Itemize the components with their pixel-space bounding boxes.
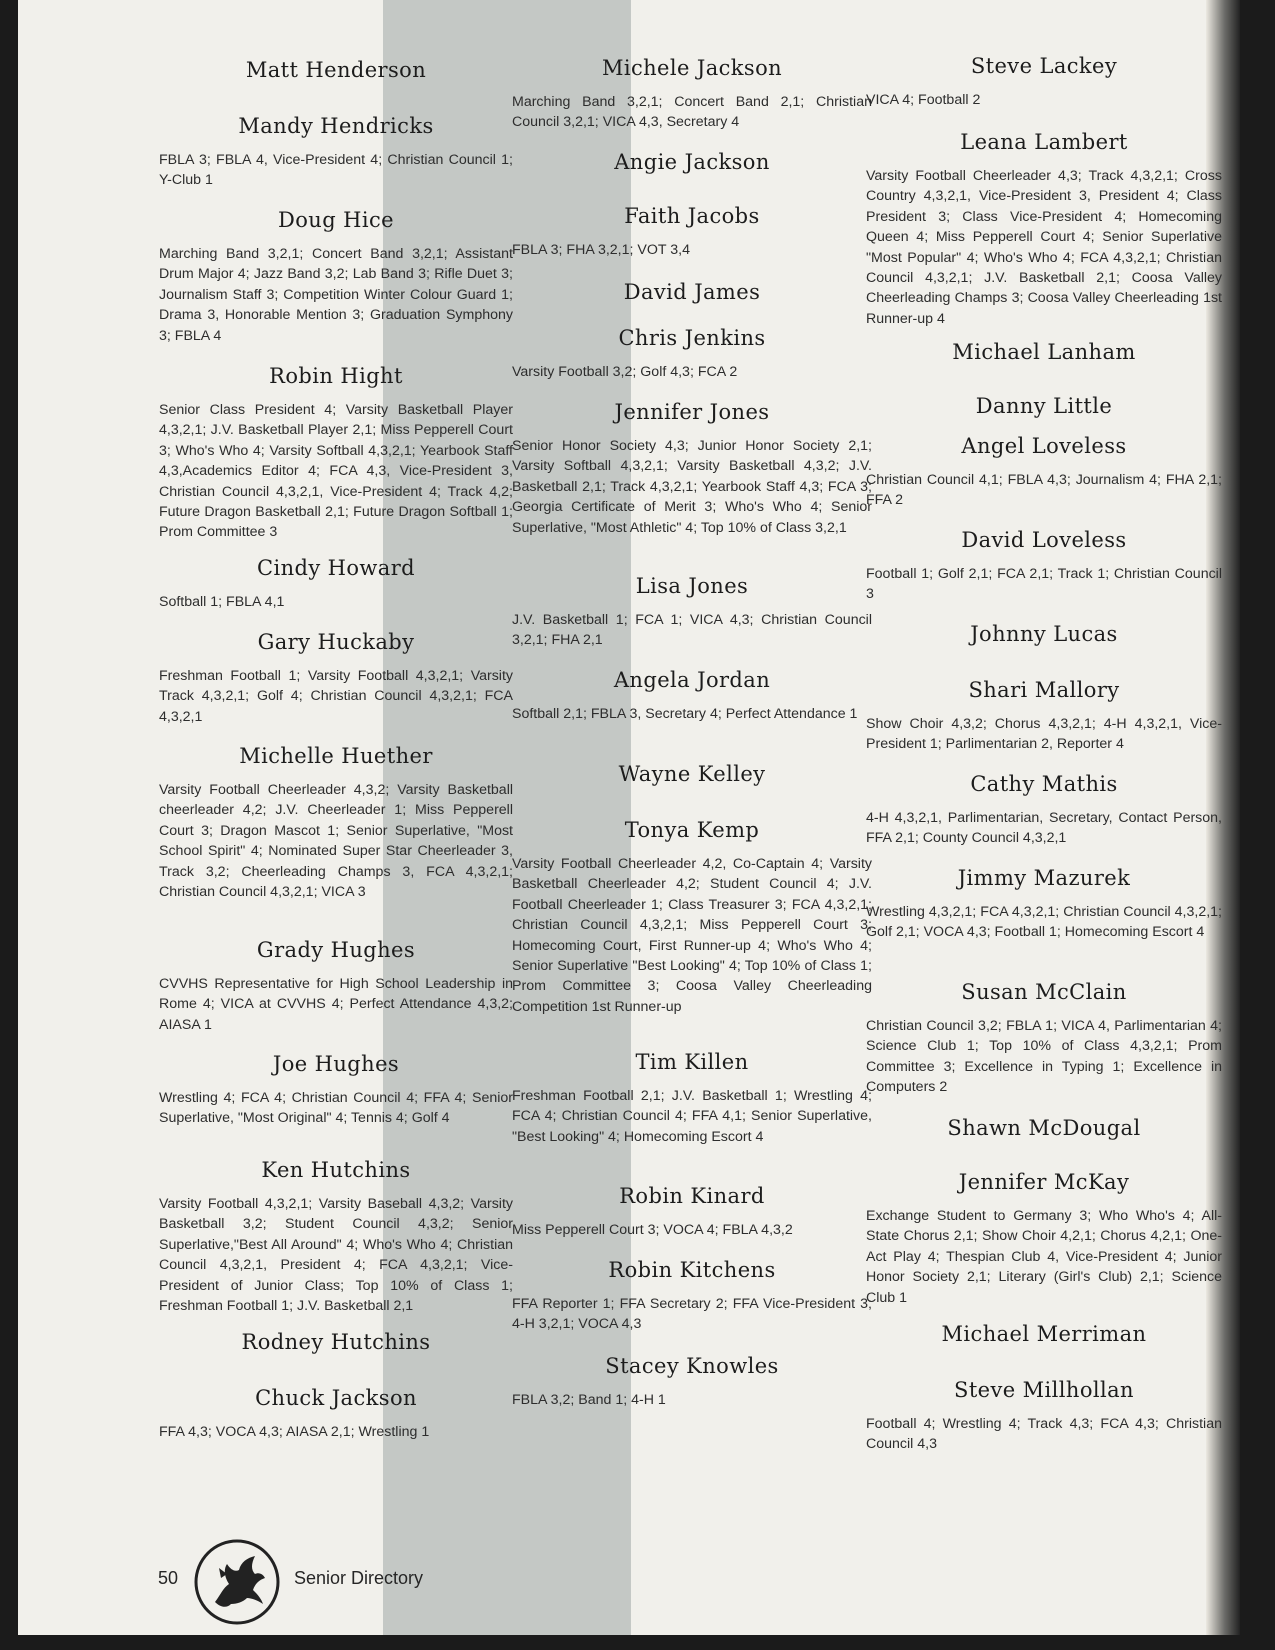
directory-entry: [159, 936, 513, 1035]
student-name: Danny Little: [975, 394, 1113, 418]
student-name: Tonya Kemp: [624, 818, 760, 842]
activities-text: Wrestling 4; FCA 4; Christian Council 4; FFA 4; Senior Superlative, "Most Original" 4; Tennis 4; Golf 4: [159, 1090, 513, 1127]
student-name: Michael Merriman: [941, 1322, 1147, 1346]
directory-entry: [159, 742, 513, 902]
student-name: Michelle Huether: [239, 744, 433, 768]
activities-text: J.V. Basketball 1; FCA 1; VICA 4,3; Christian Council 3,2,1; FHA 2,1: [512, 612, 872, 649]
activities-text: Christian Council 3,2; FBLA 1; VICA 4, Parlimentarian 4; Science Club 1; Top 10% of Class 4,3,2,1; Prom Committee 3; Excellence in Typing 1; Excellence in Computers 2: [866, 1018, 1222, 1096]
activities-text: FFA Reporter 1; FFA Secretary 2; FFA Vice-President 3; 4-H 3,2,1; VOCA 4,3: [512, 1296, 872, 1333]
directory-entry: [512, 816, 872, 1017]
student-name: Robin Kinard: [619, 1184, 765, 1208]
directory-entry: [866, 338, 1222, 366]
student-name: Chris Jenkins: [618, 326, 766, 350]
directory-entry: [866, 864, 1222, 943]
activities-text: Miss Pepperell Court 3; VOCA 4; FBLA 4,3,2: [512, 1222, 793, 1238]
activities-text: FBLA 3; FHA 3,2,1; VOT 3,4: [512, 242, 690, 258]
directory-entry: [159, 554, 513, 612]
activities-text: Varsity Football Cheerleader 4,2, Co-Captain 4; Varsity Basketball Cheerleader 4,2; Student Council 4; J.V. Football Cheerleader 1; Class Treasurer 3; FCA 4,3,2,1; Christian Council 4,3,2,1; Miss Pepperell Court 3; Homecoming Court, First Runner-up 4; Who's Who 4; Senior Superlative "Best Looking" 4; Top 10% of Class 1; Prom Committee 3; Coosa Valley Cheerleading Competition 1st Runner-up: [512, 856, 872, 1015]
directory-entry: [512, 398, 872, 538]
student-name: Grady Hughes: [256, 938, 416, 962]
activities-text: Football 4; Wrestling 4; Track 4,3; FCA 4,3; Christian Council 4,3: [866, 1416, 1222, 1453]
directory-entry: [512, 1182, 872, 1240]
student-name: Lisa Jones: [635, 574, 749, 598]
activities-text: Senior Honor Society 4,3; Junior Honor Society 2,1; Varsity Softball 4,3,2,1; Varsity Basketball 4,3,2; J.V. Basketball 2,1; Track 4,3,2,1; Yearbook Staff 4,3; FCA 3; Georgia Certificate of Merit 3; Who's Who 4; Senior Superlative, "Most Athletic" 4; Top 10% of Class 3,2,1: [512, 438, 872, 536]
directory-entry: [512, 278, 872, 306]
activities-text: FBLA 3,2; Band 1; 4-H 1: [512, 1392, 666, 1408]
activities-text: Softball 1; FBLA 4,1: [159, 594, 285, 610]
directory-entry: [512, 202, 872, 260]
student-name: Cindy Howard: [256, 556, 416, 580]
student-name: Cathy Mathis: [970, 772, 1118, 796]
student-name: Angela Jordan: [613, 668, 771, 692]
student-name: Joe Hughes: [272, 1052, 400, 1076]
student-name: Ken Hutchins: [261, 1158, 411, 1182]
activities-text: Show Choir 4,3,2; Chorus 4,3,2,1; 4-H 4,3,2,1, Vice-President 1; Parlimentarian 2, Reporter 4: [866, 716, 1222, 753]
directory-entry: [866, 1114, 1222, 1142]
directory-entry: [866, 1168, 1222, 1308]
student-name: Matt Henderson: [245, 58, 427, 82]
activities-text: Exchange Student to Germany 3; Who Who's 4; All-State Chorus 2,1; Show Choir 4,2,1; Chorus 4,2,1; One-Act Play 4; Thespian Club 4, Vice-President 4; Junior Honor Society 2,1; Literary (Girl's Club) 2,1; Science Club 1: [866, 1208, 1222, 1306]
student-name: Shawn McDougal: [947, 1116, 1141, 1140]
student-name: Michael Lanham: [952, 340, 1136, 364]
directory-entry: [159, 206, 513, 346]
student-name: Stacey Knowles: [605, 1354, 779, 1378]
student-name: Mandy Hendricks: [238, 114, 434, 138]
directory-entry: [159, 56, 513, 84]
directory-entry: [512, 1048, 872, 1147]
activities-text: CVVHS Representative for High School Leadership in Rome 4; VICA at CVVHS 4; Perfect Attendance 4,3,2; AIASA 1: [159, 976, 513, 1033]
directory-entry: [866, 432, 1222, 511]
directory-entry: [512, 148, 872, 176]
activities-text: Wrestling 4,3,2,1; FCA 4,3,2,1; Christian Council 4,3,2,1; Golf 2,1; VOCA 4,3; Football 1; Homecoming Escort 4: [866, 904, 1222, 941]
directory-entry: [512, 760, 872, 788]
directory-entry: [512, 324, 872, 382]
section-title: Senior Directory: [294, 1568, 424, 1588]
student-name: Michele Jackson: [601, 56, 783, 80]
student-name: Rodney Hutchins: [241, 1330, 431, 1354]
student-name: Shari Mallory: [968, 678, 1120, 702]
directory-entry: [159, 628, 513, 727]
student-name: David James: [623, 280, 761, 304]
directory-entry: [159, 1328, 513, 1356]
directory-entry: [866, 676, 1222, 755]
directory-entry: [866, 526, 1222, 605]
column-3: [866, 0, 1222, 1550]
directory-entry: [159, 1050, 513, 1129]
directory-entry: [866, 1320, 1222, 1348]
directory-entry: [159, 1384, 513, 1442]
directory-entry: [512, 572, 872, 651]
student-name: David Loveless: [961, 528, 1127, 552]
student-name: Wayne Kelley: [618, 762, 766, 786]
student-name: Gary Huckaby: [257, 630, 415, 654]
student-name: Steve Millhollan: [954, 1378, 1134, 1402]
activities-text: VICA 4; Football 2: [866, 92, 981, 108]
activities-text: Christian Council 4,1; FBLA 4,3; Journalism 4; FHA 2,1; FFA 2: [866, 472, 1222, 509]
student-name: Robin Kitchens: [608, 1258, 776, 1282]
directory-entry: [866, 52, 1222, 110]
directory-entry: [866, 1376, 1222, 1455]
activities-text: Marching Band 3,2,1; Concert Band 3,2,1; Assistant Drum Major 4; Jazz Band 3,2; Lab Band 3; Rifle Duet 3; Journalism Staff 3; Competition Winter Colour Guard 1; Drama 3, Honorable Mention 3; Graduation Symphony 3; FBLA 4: [159, 246, 513, 344]
activities-text: Senior Class President 4; Varsity Basketball Player 4,3,2,1; J.V. Basketball Player 2,1; Miss Pepperell Court 3; Who's Who 4; Varsity Softball 4,3,2,1; Yearbook Staff 4,3,Academics Editor 4; FCA 4,3, Vice-President 3, Christian Council 4,3,2,1, Vice-President 4; Track 4,2; Future Dragon Basketball 2,1; Future Dragon Softball 1; Prom Committee 3: [159, 402, 513, 541]
directory-entry: [866, 978, 1222, 1098]
student-name: Steve Lackey: [970, 54, 1118, 78]
activities-text: Varsity Football Cheerleader 4,3; Track 4,3,2,1; Cross Country 4,3,2,1, Vice-President 3, President 4; Class President 3; Class Vice-President 4; Homecoming Queen 4; Miss Pepperell Court 4; Senior Superlative "Most Popular" 4; Who's Who 4; FCA 4,3,2,1; Christian Council 4,3,2,1; J.V. Basketball 2,1; Coosa Valley Cheerleading Champs 3; Coosa Valley Cheerleading 1st Runner-up 4: [866, 168, 1222, 327]
directory-entry: [866, 620, 1222, 648]
student-name: Tim Killen: [635, 1050, 749, 1074]
directory-entry: [512, 1352, 872, 1410]
activities-text: Freshman Football 2,1; J.V. Basketball 1; Wrestling 4; FCA 4; Christian Council 4; FFA 4,1; Senior Superlative, "Best Looking" 4; Homecoming Escort 4: [512, 1088, 872, 1145]
activities-text: FBLA 3; FBLA 4, Vice-President 4; Christian Council 1; Y-Club 1: [159, 152, 513, 189]
student-name: Jennifer McKay: [958, 1170, 1130, 1194]
student-name: Jimmy Mazurek: [957, 866, 1131, 890]
student-name: Angel Loveless: [961, 434, 1127, 458]
activities-text: 4-H 4,3,2,1, Parlimentarian, Secretary, Contact Person, FFA 2,1; County Council 4,3,2,1: [866, 810, 1222, 847]
directory-entry: [512, 54, 872, 133]
dragon-logo-icon: [193, 1538, 281, 1626]
student-name: Leana Lambert: [960, 130, 1128, 154]
directory-entry: [866, 392, 1222, 420]
student-name: Faith Jacobs: [624, 204, 760, 228]
student-name: Susan McClain: [961, 980, 1127, 1004]
directory-entry: [512, 1256, 872, 1335]
activities-text: FFA 4,3; VOCA 4,3; AIASA 2,1; Wrestling 1: [159, 1424, 430, 1440]
activities-text: Softball 2,1; FBLA 3, Secretary 4; Perfect Attendance 1: [512, 706, 858, 722]
directory-entry: [512, 666, 872, 724]
yearbook-page: [18, 0, 1240, 1635]
activities-text: Football 1; Golf 2,1; FCA 2,1; Track 1; Christian Council 3: [866, 566, 1222, 603]
student-name: Angie Jackson: [614, 150, 770, 174]
directory-entry: [159, 1156, 513, 1316]
activities-text: Freshman Football 1; Varsity Football 4,3,2,1; Varsity Track 4,3,2,1; Golf 4; Christian Council 4,3,2,1; FCA 4,3,2,1: [159, 668, 513, 725]
student-name: Doug Hice: [278, 208, 394, 232]
directory-entry: [866, 770, 1222, 849]
directory-entry: [866, 128, 1222, 329]
student-name: Johnny Lucas: [970, 622, 1118, 646]
activities-text: Marching Band 3,2,1; Concert Band 2,1; Christian Council 3,2,1; VICA 4,3, Secretary 4: [512, 94, 872, 131]
student-name: Robin Hight: [269, 364, 403, 388]
activities-text: Varsity Football 4,3,2,1; Varsity Baseball 4,3,2; Varsity Basketball 3,2; Student Council 4,3,2; Senior Superlative,"Best All Around" 4; Who's Who 4; Christian Council 4,3,2,1, President 4; FCA 4,3,2,1; Vice-President of Junior Class; Top 10% of Class 1; Freshman Football 1; J.V. Basketball 2,1: [159, 1196, 513, 1315]
activities-text: Varsity Football 3,2; Golf 4,3; FCA 2: [512, 364, 738, 380]
student-name: Jennifer Jones: [614, 400, 770, 424]
page-number: 50: [158, 1568, 179, 1588]
student-name: Chuck Jackson: [255, 1386, 417, 1410]
directory-entry: [159, 362, 513, 543]
activities-text: Varsity Football Cheerleader 4,3,2; Varsity Basketball cheerleader 4,2; J.V. Cheerleader 1; Miss Pepperell Court 3; Dragon Mascot 1; Senior Superlative, "Most School Spirit" 4; Nominated Super Star Cheerleader 3, Track 3,2; Cheerleading Champs 3, FCA 4,3,2,1; Christian Council 4,3,2,1; VICA 3: [159, 782, 513, 901]
directory-entry: [159, 112, 513, 191]
